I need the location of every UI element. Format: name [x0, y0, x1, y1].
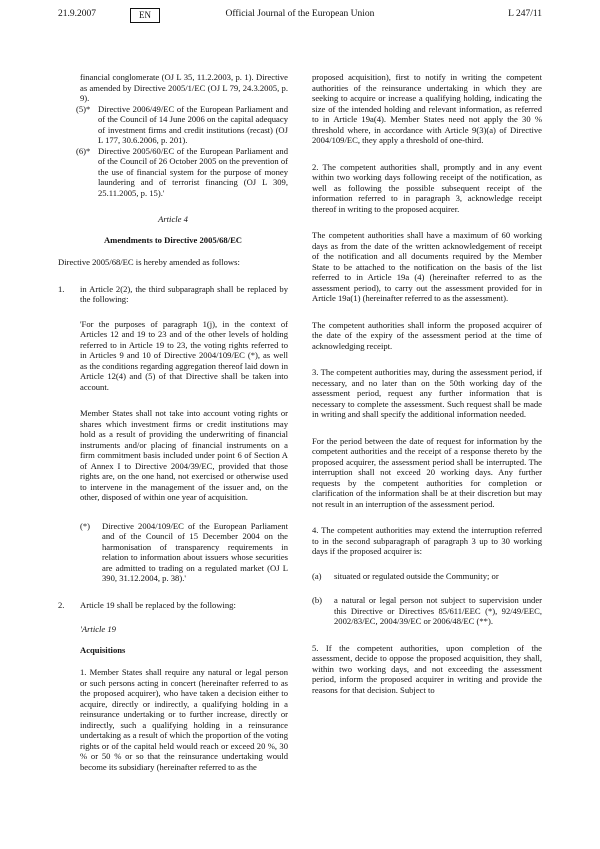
- paragraph-1: 1. Member States shall require any natural or legal person or such persons acting in concert (hereinafter referred to as the proposed acquirer), who have taken a decision either to acquire, directly or indirectly, a qualifying holding in a reinsurance undertaking or to further increase, directly or indirectly, such a qualifying holding in a reinsurance undertaking as a result of which the proportion of the voting rights or of the capital held would reach or exceed 20 %, 30 % or 50 % or so that the reinsurance undertaking would become its subsidiary (hereinafter referred to as the: [80, 667, 288, 772]
- header-date: 21.9.2007: [58, 9, 96, 19]
- amendment-item-1: [58, 284, 288, 305]
- list-item-a-label: (a): [312, 570, 322, 581]
- footnote-continuation: financial conglomerate (OJ L 35, 11.2.2003, p. 1). Directive as amended by Directive 2005/1/EC (OJ L 79, 24.3.2005, p. 9).: [80, 72, 288, 103]
- right-paragraph-3: The competent authorities shall have a maximum of 60 working days as from the date of the written acknowledgement of receipt of the notification and all documents required by the Member State to be attached to the notification on the basis of the list referred to in Article 19a (4) (hereinafter referred to as the assessment period), to carry out the assessment provided for in Article 19a(1) (hereinafter referred to as the assessment).: [312, 230, 542, 303]
- footnote-star-text: Directive 2004/109/EC of the European Parliament and of the Council of 15 December 2004 on the harmonisation of transparency requirements in relation to information about issuers whose securities are admitted to trading on a regulated market (OJ L 390, 31.12.2004, p. 38).': [102, 520, 288, 583]
- page-header: [58, 8, 542, 24]
- footnote-5-text: Directive 2006/49/EC of the European Parliament and of the Council of 14 June 2006 on the capital adequacy of investment firms and credit institutions (recast) (OJ L 177, 30.6.2006, p. 201).: [98, 103, 288, 145]
- language-badge: EN: [130, 8, 160, 23]
- footnote-5-label: (5)*: [76, 103, 91, 114]
- item-1-text: in Article 2(2), the third subparagraph shall be replaced by the following:: [80, 283, 288, 304]
- item-1-label: 1.: [58, 283, 65, 294]
- right-paragraph-8: 5. If the competent authorities, upon completion of the assessment, decide to oppose the proposed acquisition, they shall, within two working days, and not exceeding the assessment period, inform the proposed acquirer in writing and provide the reasons for that decision. Subject to: [312, 642, 542, 695]
- page-reference: L 247/11: [508, 9, 542, 19]
- list-item-b-text: a natural or legal person not subject to supervision under this Directive or Directives 85/611/EEC (*), 92/49/EEC, 2002/83/EC, 2004/39/EC or 2006/48/EC (**).: [334, 595, 542, 626]
- right-paragraph-5: 3. The competent authorities may, during the assessment period, if necessary, and no later than on the 50th working day of the assessment period, request any further information that is necessary to complete the assessment. Such request shall be made in writing and shall specify the additional information needed.: [312, 367, 542, 419]
- intro-text: Directive 2005/68/EC is hereby amended as follows:: [58, 257, 240, 267]
- footnote-6: [76, 146, 288, 199]
- right-paragraph-1: proposed acquisition), first to notify in writing the competent authorities of the reinsurance undertaking in which they are seeking to acquire or increase a qualifying holding, indicating the size of the intended holding and relevant information, as referred to in Article 19a(4). Member States need not apply the 30 % threshold where, in accordance with Article 9(3)(a) of Directive 2004/109/EC, they apply a threshold of one-third.: [312, 72, 542, 145]
- right-paragraph-2: 2. The competent authorities shall, promptly and in any event within two working days following receipt of the notification, as well as following the possible subsequent receipt of the information referred to in paragraph 3, acknowledge receipt thereof in writing to the proposed acquirer.: [312, 161, 542, 214]
- footnote-star: [80, 521, 288, 584]
- list-item-b-label: (b): [312, 595, 323, 605]
- amendment-item-2: [58, 600, 288, 611]
- quoted-paragraph-2: Member States shall not take into account voting rights or shares which investment firms or credit institutions may hold as a result of providing the underwriting of financial instruments and/or placing of financial instruments on a firm commitment basis included under point 6 of Section A of Annex I to Directive 2004/39/EC, provided that those rights are, on the one hand, not exercised or otherwise used to intervene in the management of the issuer and, on the other, disposed of within one year of acquisition.: [80, 408, 288, 502]
- journal-title: Official Journal of the European Union: [225, 9, 375, 19]
- footnote-5: [76, 104, 288, 146]
- quoted-paragraph-1: 'For the purposes of paragraph 1(j), in the context of Articles 12 and 19 to 23 and of the other levels of holding referred to in Article 19 to 23, the voting rights referred to in Articles 9 and 10 of Directive 2004/109/EC (*), as well as the conditions regarding aggregation thereof laid down in Article 12(4) and (5) of that Directive shall be taken into account.: [80, 318, 288, 392]
- right-paragraph-6: For the period between the date of request for information by the competent authorities and the receipt of a response thereto by the proposed acquirer, the assessment period shall be interrupted. The interruption shall not exceed 20 working days. Any further requests by the competent authorities for completion or clarification of the information shall be at their discretion but may not result in an interruption of the assessment period.: [312, 435, 542, 509]
- item-2-text: Article 19 shall be replaced by the following:: [80, 599, 236, 610]
- footnote-star-label: (*): [80, 520, 91, 531]
- article-number: Article 4: [158, 214, 188, 224]
- right-paragraph-7: 4. The competent authorities may extend the interruption referred to in the second subparagraph of paragraph 3 up to 30 working days if the proposed acquirer is:: [312, 525, 542, 556]
- list-item-b: [312, 595, 542, 627]
- list-item-a-text: situated or regulated outside the Community; or: [334, 570, 499, 581]
- footnote-6-text: Directive 2005/60/EC of the European Parliament and of the Council of 26 October 2005 on the prevention of the use of financial system for the purpose of money laundering and of terrorist financing (OJ L 309, 25.11.2005, p. 15).': [98, 145, 288, 198]
- footnote-6-label: (6)*: [76, 145, 91, 156]
- left-column: [58, 72, 288, 772]
- article-title: Amendments to Directive 2005/68/EC: [103, 234, 243, 245]
- list-item-a: [312, 571, 542, 582]
- item-2-label: 2.: [58, 599, 65, 610]
- right-paragraph-4: The competent authorities shall inform the proposed acquirer of the date of the expiry of the assessment period at the time of acknowledging receipt.: [312, 319, 542, 351]
- acquisitions-heading: Acquisitions: [80, 644, 126, 655]
- right-column: [312, 72, 542, 695]
- article-19-heading: 'Article 19: [80, 624, 116, 634]
